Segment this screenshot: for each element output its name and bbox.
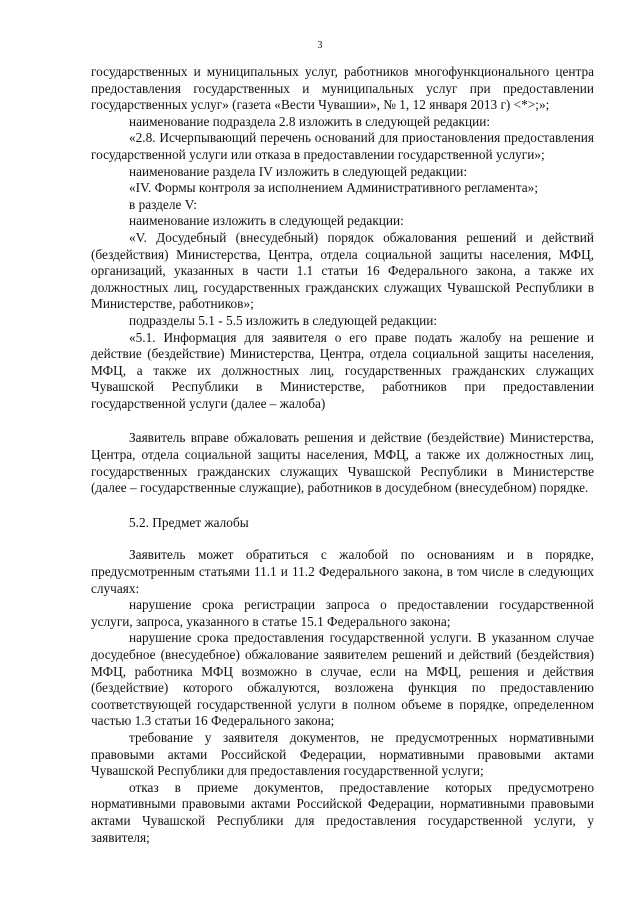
paragraph-section-5-intro: в разделе V:	[129, 196, 198, 212]
paragraph-5-1-body: Заявитель вправе обжаловать решения и действие (бездействие) Министерства, Центра, отдела социальной защиты населения, МФЦ, а также их должностных лиц, государственных гражданских служащих Чувашской Республики в Министерстве (далее – государственные служащие), работников в досудебном (внесудебном) порядке.	[91, 430, 594, 496]
paragraph-subsections-instruction: подразделы 5.1 - 5.5 изложить в следующей редакции:	[129, 312, 438, 328]
paragraph-5-1-heading: «5.1. Информация для заявителя о его праве подать жалобу на решение и действие (бездействие) Министерства, Центра, отдела социальной защиты населения, МФЦ, а также их должностных лиц, государственных гражданских служащих Чувашской Республики в Министерстве, работников при предоставлении государственной услуги (далее – жалоба)	[91, 329, 594, 411]
paragraph-case-deadline: нарушение срока предоставления государственной услуги. В указанном случае досудебное (внесудебное) обжалование заявителем решений и действий (бездействия) МФЦ, работника МФЦ возможно в случае, если на МФЦ, решения и действия (бездействие) которого обжалуются, возложена функция по предоставлению соответствующей государственной услуги в полном объеме в порядке, определенном частью 1.3 статьи 16 Федерального закона;	[91, 630, 594, 729]
paragraph-subsection-2-8-instruction: наименование подраздела 2.8 изложить в следующей редакции:	[129, 113, 491, 129]
page-number: 3	[317, 40, 323, 51]
paragraph-subsection-2-8-text: «2.8. Исчерпывающий перечень оснований для приостановления предоставления государственной услуги или отказа в предоставлении государственной услуги»;	[91, 130, 594, 162]
paragraph-case-documents-required: требование у заявителя документов, не предусмотренных нормативными правовыми актами Российской Федерации, нормативными правовыми актами Чувашской Республики для предоставления государственной услуги;	[91, 729, 594, 779]
paragraph-5-2-body: Заявитель может обратиться с жалобой по основаниям и в порядке, предусмотренным статьями 11.1 и 11.2 Федерального закона, в том числе в следующих случаях:	[91, 547, 594, 596]
paragraph-section-4-text: «IV. Формы контроля за исполнением Административного регламента»;	[129, 180, 539, 196]
paragraph-case-refusal: отказ в приеме документов, предоставление которых предусмотрено нормативными правовыми актами Российской Федерации, нормативными правовыми актами Чувашской Республики для предоставления государственной услуги, у заявителя;	[91, 779, 594, 845]
paragraph-section-4-instruction: наименование раздела IV изложить в следующей редакции:	[129, 163, 468, 179]
paragraph-section-5-title: «V. Досудебный (внесудебный) порядок обжалования решений и действий (бездействия) Министерства, Центра, отдела социальной защиты населения, МФЦ, организаций, указанных в части 1.1 статьи 16 Федерального закона, а также их должностных лиц, государственных гражданских служащих Чувашской Республики в Министерстве, работников»;	[91, 229, 594, 312]
document-body	[91, 64, 594, 846]
paragraph-section-5-instruction: наименование изложить в следующей редакции:	[129, 213, 404, 229]
paragraph-intro-continuation: государственных и муниципальных услуг, работников многофункционального центра предоставления государственных и муниципальных услуг при предоставлении государственных услуг» (газета «Вести Чувашии», № 1, 12 января 2013 г) <*>;»;	[91, 64, 594, 113]
paragraph-5-2-heading: 5.2. Предмет жалобы	[129, 514, 249, 530]
paragraph-case-registration: нарушение срока регистрации запроса о предоставлении государственной услуги, запроса, указанного в статье 15.1 Федерального закона;	[91, 597, 594, 629]
